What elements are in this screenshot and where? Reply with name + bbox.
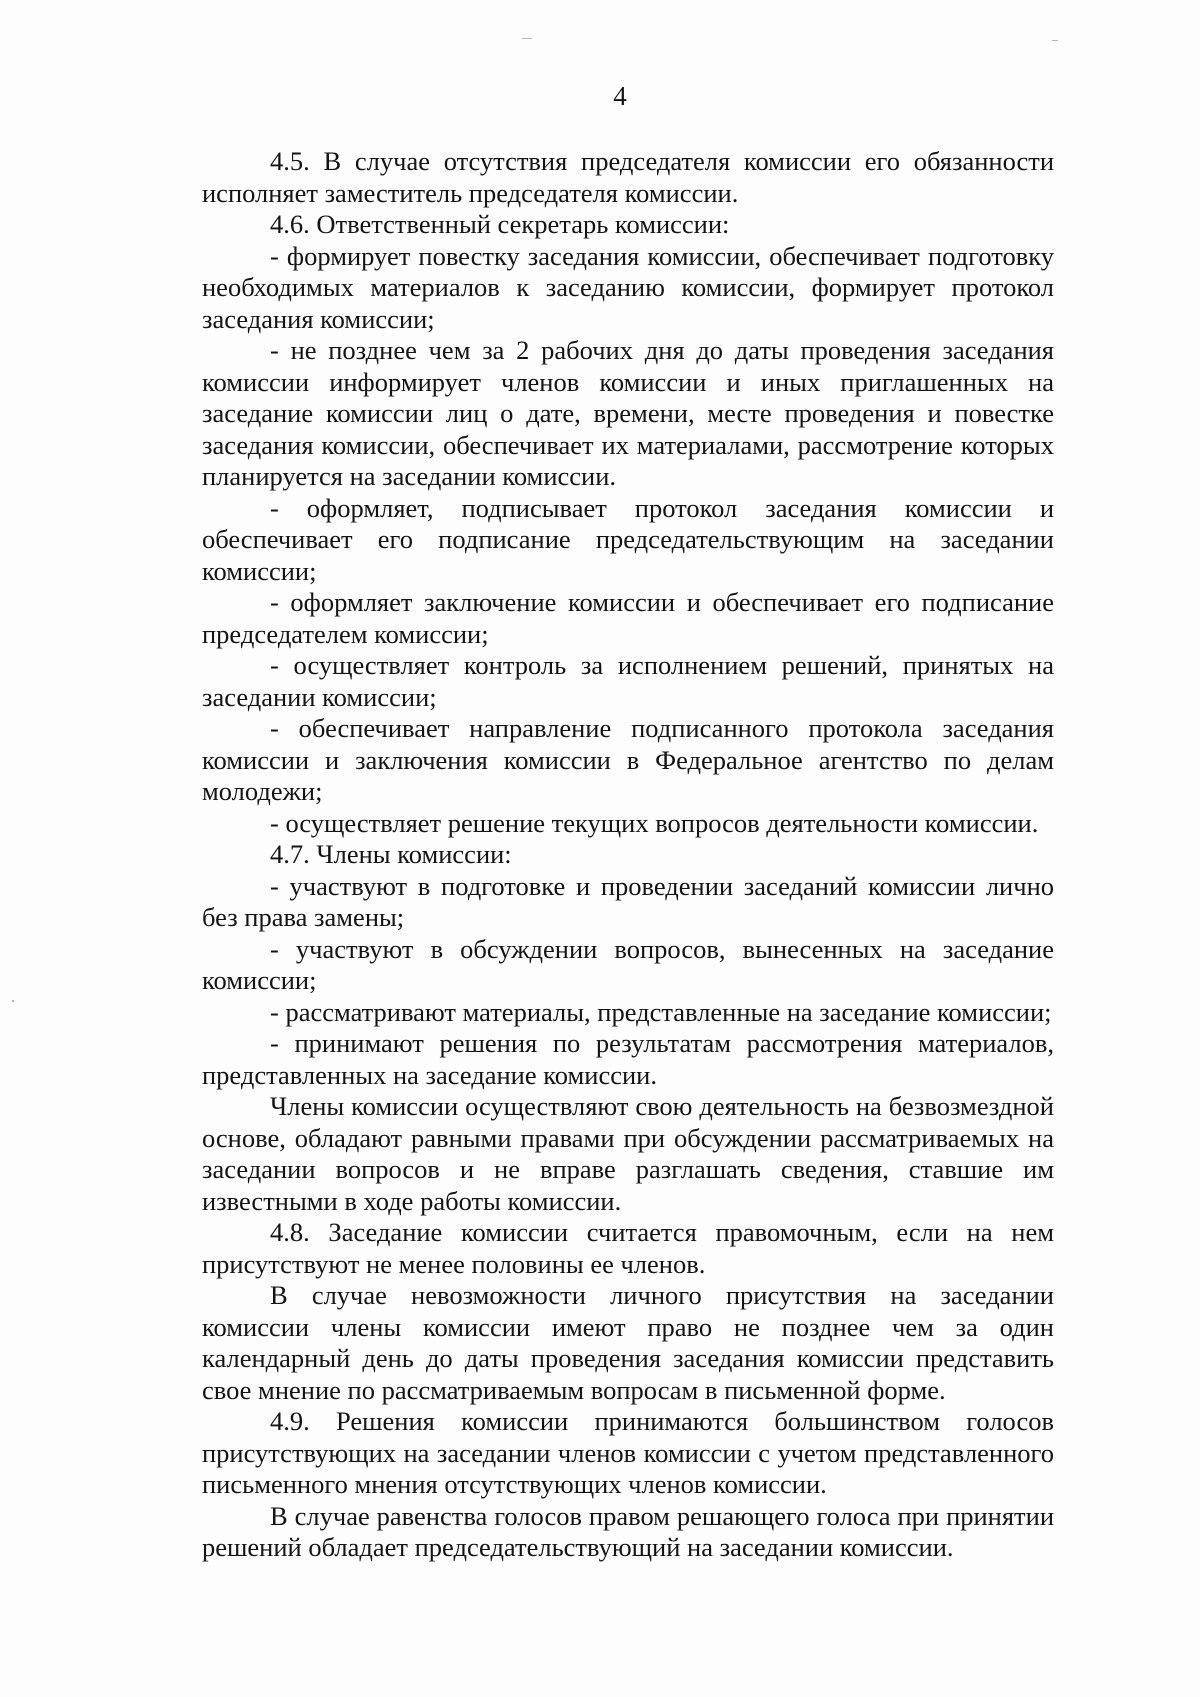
scan-artifact xyxy=(522,38,532,39)
paragraph: - не позднее чем за 2 рабочих дня до даты проведения заседания комиссии информирует членов комиссии и иных приглашенных на заседание комиссии лиц о дате, времени, месте проведения и повестке заседания комиссии, обеспечивает их материалами, рассмотрение которых планируется на заседании комиссии. xyxy=(202,335,1054,491)
paragraph: - оформляет, подписывает протокол заседания комиссии и обеспечивает его подписание председательствующим на заседании комиссии; xyxy=(202,492,1054,586)
paragraph: 4.9. Решения комиссии принимаются большинством голосов присутствующих на заседании членов комиссии с учетом представленного письменного мнения отсутствующих членов комиссии. xyxy=(202,1406,1054,1499)
paragraph: - рассматривают материалы, представленные на заседание комиссии; xyxy=(270,996,1052,1027)
paragraph: Члены комиссии осуществляют свою деятельность на безвозмездной основе, обладают равными правами при обсуждении рассматриваемых на заседании вопросов и не вправе разглашать сведения, ставшие им известными в ходе работы комиссии. xyxy=(202,1091,1054,1216)
paragraph: 4.8. Заседание комиссии считается правомочным, если на нем присутствуют не менее половины ее членов. xyxy=(202,1217,1054,1279)
paragraph: - осуществляет контроль за исполнением решений, принятых на заседании комиссии; xyxy=(202,650,1054,712)
scan-artifact xyxy=(1052,40,1058,41)
paragraph: - оформляет заключение комиссии и обеспечивает его подписание председателем комиссии; xyxy=(202,587,1054,649)
paragraph: 4.7. Члены комиссии: xyxy=(270,839,512,869)
paragraph: В случае невозможности личного присутствия на заседании комиссии члены комиссии имеют право не позднее чем за один календарный день до даты проведения заседания комиссии представить свое мнение по рассматриваемым вопросам в письменной форме. xyxy=(202,1280,1054,1405)
paragraph: - принимают решения по результатам рассмотрения материалов, представленных на заседание комиссии. xyxy=(202,1028,1054,1090)
paragraph: - обеспечивает направление подписанного протокола заседания комиссии и заключения комиссии в Федеральное агентство по делам молодежи; xyxy=(202,713,1054,806)
paragraph: - формирует повестку заседания комиссии, обеспечивает подготовку необходимых материалов к заседанию комиссии, формирует протокол заседания комиссии; xyxy=(202,240,1054,334)
paragraph: - осуществляет решение текущих вопросов деятельности комиссии. xyxy=(270,807,1039,838)
paragraph: - участвуют в подготовке и проведении заседаний комиссии лично без права замены; xyxy=(202,870,1054,932)
paragraph: 4.5. В случае отсутствия председателя комиссии его обязанности исполняет заместитель председателя комиссии. xyxy=(202,146,1054,208)
paragraph: В случае равенства голосов правом решающего голоса при принятии решений обладает председательствующий на заседании комиссии. xyxy=(202,1500,1054,1562)
paragraph: 4.6. Ответственный секретарь комиссии: xyxy=(270,209,730,239)
paragraph: - участвуют в обсуждении вопросов, вынесенных на заседание комиссии; xyxy=(202,933,1054,995)
page-number: 4 xyxy=(613,81,627,111)
scan-artifact xyxy=(12,1000,14,1002)
document-body xyxy=(202,146,1054,1564)
